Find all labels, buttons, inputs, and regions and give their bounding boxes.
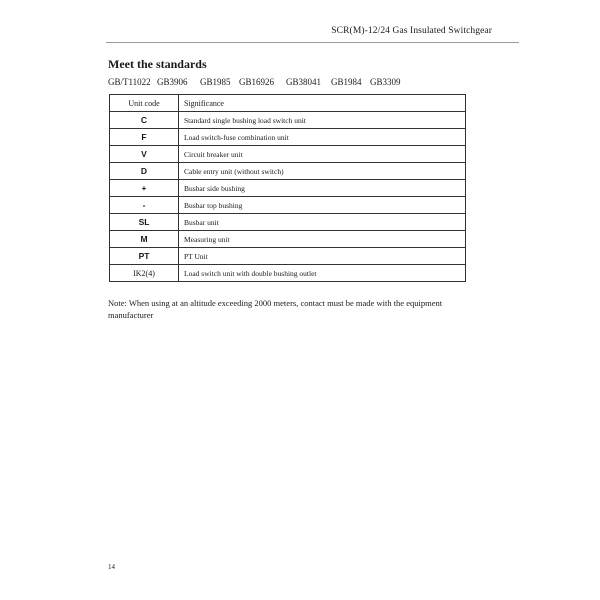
significance-cell: Load switch unit with double bushing outlet xyxy=(179,265,466,282)
unit-code-cell: IK2(4) xyxy=(110,265,179,282)
column-header-unit-code: Unit code xyxy=(110,95,179,112)
significance-cell: Cable entry unit (without switch) xyxy=(179,163,466,180)
table-row xyxy=(110,180,466,197)
section-title: Meet the standards xyxy=(108,57,207,71)
table-row xyxy=(110,231,466,248)
running-header: SCR(M)-12/24 Gas Insulated Switchgear xyxy=(331,26,492,36)
standard-item: GB1984 xyxy=(331,77,362,87)
unit-code-cell: V xyxy=(110,146,179,163)
significance-cell: Busbar top bushing xyxy=(179,197,466,214)
standard-item: GB/T11022 xyxy=(108,77,151,87)
significance-cell: Circuit breaker unit xyxy=(179,146,466,163)
significance-cell: Busbar side bushing xyxy=(179,180,466,197)
table-row xyxy=(110,248,466,265)
standard-item: GB3906 xyxy=(157,77,188,87)
table-row xyxy=(110,163,466,180)
table-row xyxy=(110,112,466,129)
standards-list xyxy=(108,77,408,87)
table-row xyxy=(110,129,466,146)
altitude-note: Note: When using at an altitude exceeding 2000 meters, contact must be made with the equipment manufacturer xyxy=(108,298,443,320)
unit-code-cell: D xyxy=(110,163,179,180)
table-row xyxy=(110,146,466,163)
column-header-significance: Significance xyxy=(179,95,466,112)
significance-cell: PT Unit xyxy=(179,248,466,265)
unit-code-cell: - xyxy=(110,197,179,214)
significance-cell: Busbar unit xyxy=(179,214,466,231)
significance-cell: Load switch-fuse combination unit xyxy=(179,129,466,146)
page-number: 14 xyxy=(108,563,115,571)
header-divider xyxy=(106,42,519,43)
table-header-row xyxy=(110,95,466,112)
unit-code-cell: PT xyxy=(110,248,179,265)
unit-code-cell: F xyxy=(110,129,179,146)
standard-item: GB16926 xyxy=(239,77,275,87)
table-row xyxy=(110,265,466,282)
table-row xyxy=(110,197,466,214)
unit-code-table xyxy=(109,94,466,282)
unit-code-cell: + xyxy=(110,180,179,197)
table-row xyxy=(110,214,466,231)
significance-cell: Standard single bushing load switch unit xyxy=(179,112,466,129)
standard-item: GB38041 xyxy=(286,77,322,87)
unit-code-cell: SL xyxy=(110,214,179,231)
unit-code-cell: M xyxy=(110,231,179,248)
significance-cell: Measuring unit xyxy=(179,231,466,248)
standard-item: GB1985 xyxy=(200,77,231,87)
standard-item: GB3309 xyxy=(370,77,401,87)
unit-code-cell: C xyxy=(110,112,179,129)
